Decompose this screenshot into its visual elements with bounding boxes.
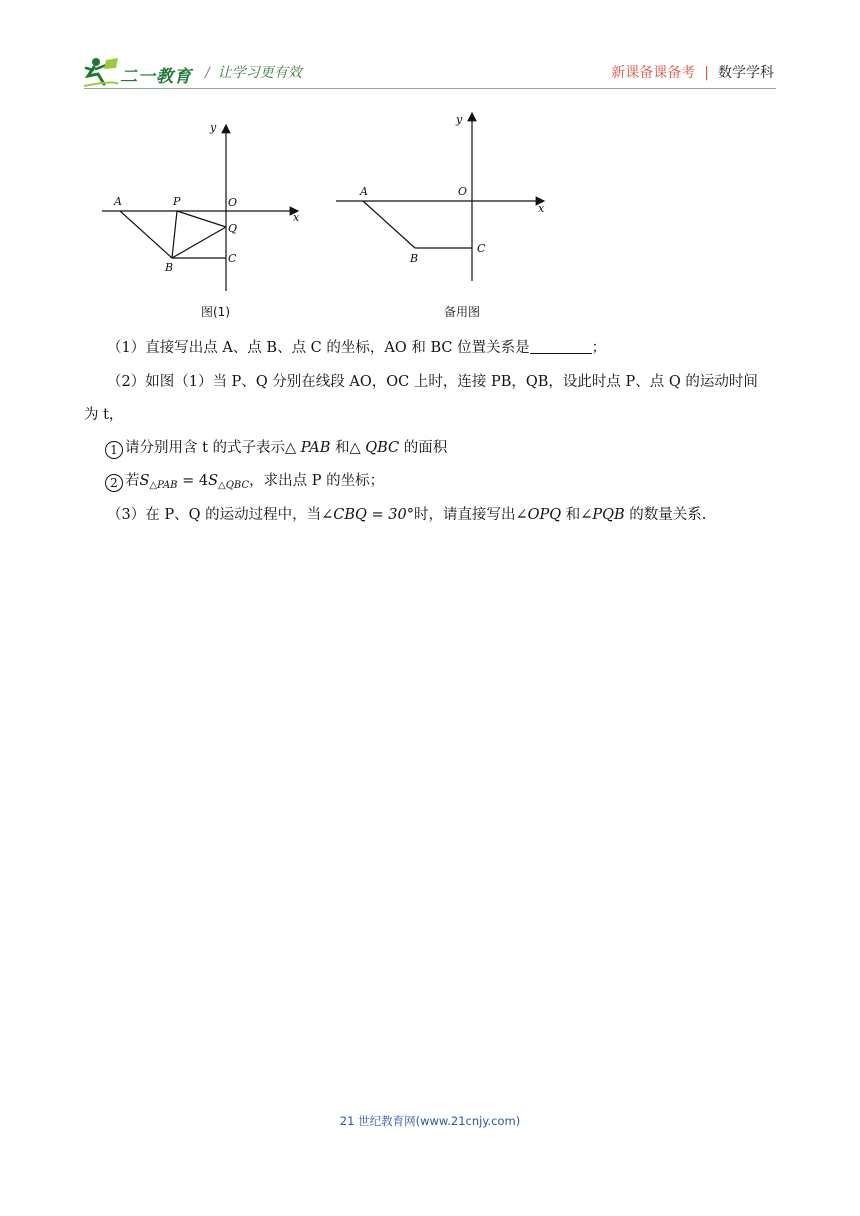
q1-end: ；: [591, 340, 607, 356]
q3-text-c: 和: [561, 507, 581, 523]
fig2-caption: 备用图: [444, 305, 481, 319]
fig1-label-y: y: [210, 121, 217, 134]
fig1-label-A: A: [114, 195, 122, 208]
header-separator: |: [704, 65, 709, 81]
fig1-segment-QB: [172, 227, 226, 258]
fig1-segment-PQ: [177, 211, 226, 227]
fig1-label-P: P: [173, 195, 181, 208]
q2-sub2-S2: S: [208, 473, 219, 489]
q3-angle-opq: ∠OPQ: [515, 507, 562, 523]
q1-text: （1）直接写出点 A、点 B、点 C 的坐标，AO 和 BC 位置关系是: [107, 340, 530, 356]
figure-1: [102, 121, 300, 319]
slogan: / 让学习更有效: [205, 65, 302, 81]
q2-sub1-and: 和: [330, 440, 350, 456]
fig1-segment-PB: [172, 211, 177, 258]
subject-label: 数学学科: [718, 65, 774, 81]
q3-angle-pqb: ∠PQB: [580, 507, 625, 523]
q2-sub1-triangle-qbc: △ QBC: [349, 440, 400, 456]
fig2-label-x: x: [538, 202, 545, 215]
fig2-label-C: C: [477, 242, 486, 255]
fig1-caption: 图(1): [201, 305, 230, 319]
fig2-label-A: A: [360, 185, 368, 198]
question-2-line2: 为 t，: [84, 407, 124, 423]
q3-text-d: 的数量关系.: [624, 507, 707, 523]
q2-sub1-number: 1: [105, 441, 123, 459]
question-1: [107, 338, 606, 358]
q2-sub2-text-b: ，求出点 P 的坐标；: [249, 473, 385, 489]
header-right: [611, 62, 774, 82]
page-header: [0, 0, 860, 100]
fig2-label-B: B: [410, 252, 419, 265]
fig2-label-y: y: [456, 113, 463, 126]
fig2-label-O: O: [458, 185, 468, 198]
q3-text-b: 时，请直接写出: [413, 507, 516, 523]
q3-angle-cbq: ∠CBQ = 30°: [321, 507, 414, 523]
q2-sub1-text-b: 的面积: [399, 440, 448, 456]
page-footer[interactable]: 21 世纪教育网(www.21cnjy.com): [339, 1114, 521, 1128]
fig1-label-x: x: [293, 211, 300, 224]
fig1-label-O: O: [228, 196, 238, 209]
fig1-label-Q: Q: [228, 222, 238, 235]
slogan-text: 让学习更有效: [217, 65, 302, 81]
q1-answer-blank: [530, 339, 592, 354]
question-2-sub1: [105, 438, 447, 459]
q2-sub2-equals: = 4: [177, 473, 209, 489]
question-2-line1: （2）如图（1）当 P、Q 分别在线段 AO，OC 上时，连接 PB，QB，设此时点 P、点 Q 的运动时间: [107, 374, 758, 390]
logo-text: 二一教育: [120, 67, 192, 87]
q2-sub1-text-a: 请分别用含 t 的式子表示: [125, 440, 286, 456]
question-2-sub2: [105, 471, 384, 496]
figure-2: [336, 113, 545, 319]
figures-area: [95, 105, 565, 327]
header-divider: [84, 88, 776, 89]
fig1-segment-AB: [120, 211, 172, 258]
q2-sub2-number: 2: [105, 474, 123, 492]
fig1-label-B: B: [165, 261, 174, 274]
q2-sub1-triangle-pab: △ PAB: [285, 440, 331, 456]
exam-label: 新课备课备考: [611, 65, 696, 81]
q2-sub2-S1: S: [139, 473, 150, 489]
question-3: [107, 505, 706, 525]
q2-sub2-S1-subscript: △PAB: [149, 480, 178, 491]
fig1-label-C: C: [228, 252, 237, 265]
q2-sub2-S2-subscript: △QBC: [218, 480, 250, 491]
q2-sub2-text-a: 若: [125, 473, 140, 489]
fig2-segment-AB: [363, 201, 415, 248]
q3-text-a: （3）在 P、Q 的运动过程中，当: [107, 507, 322, 523]
